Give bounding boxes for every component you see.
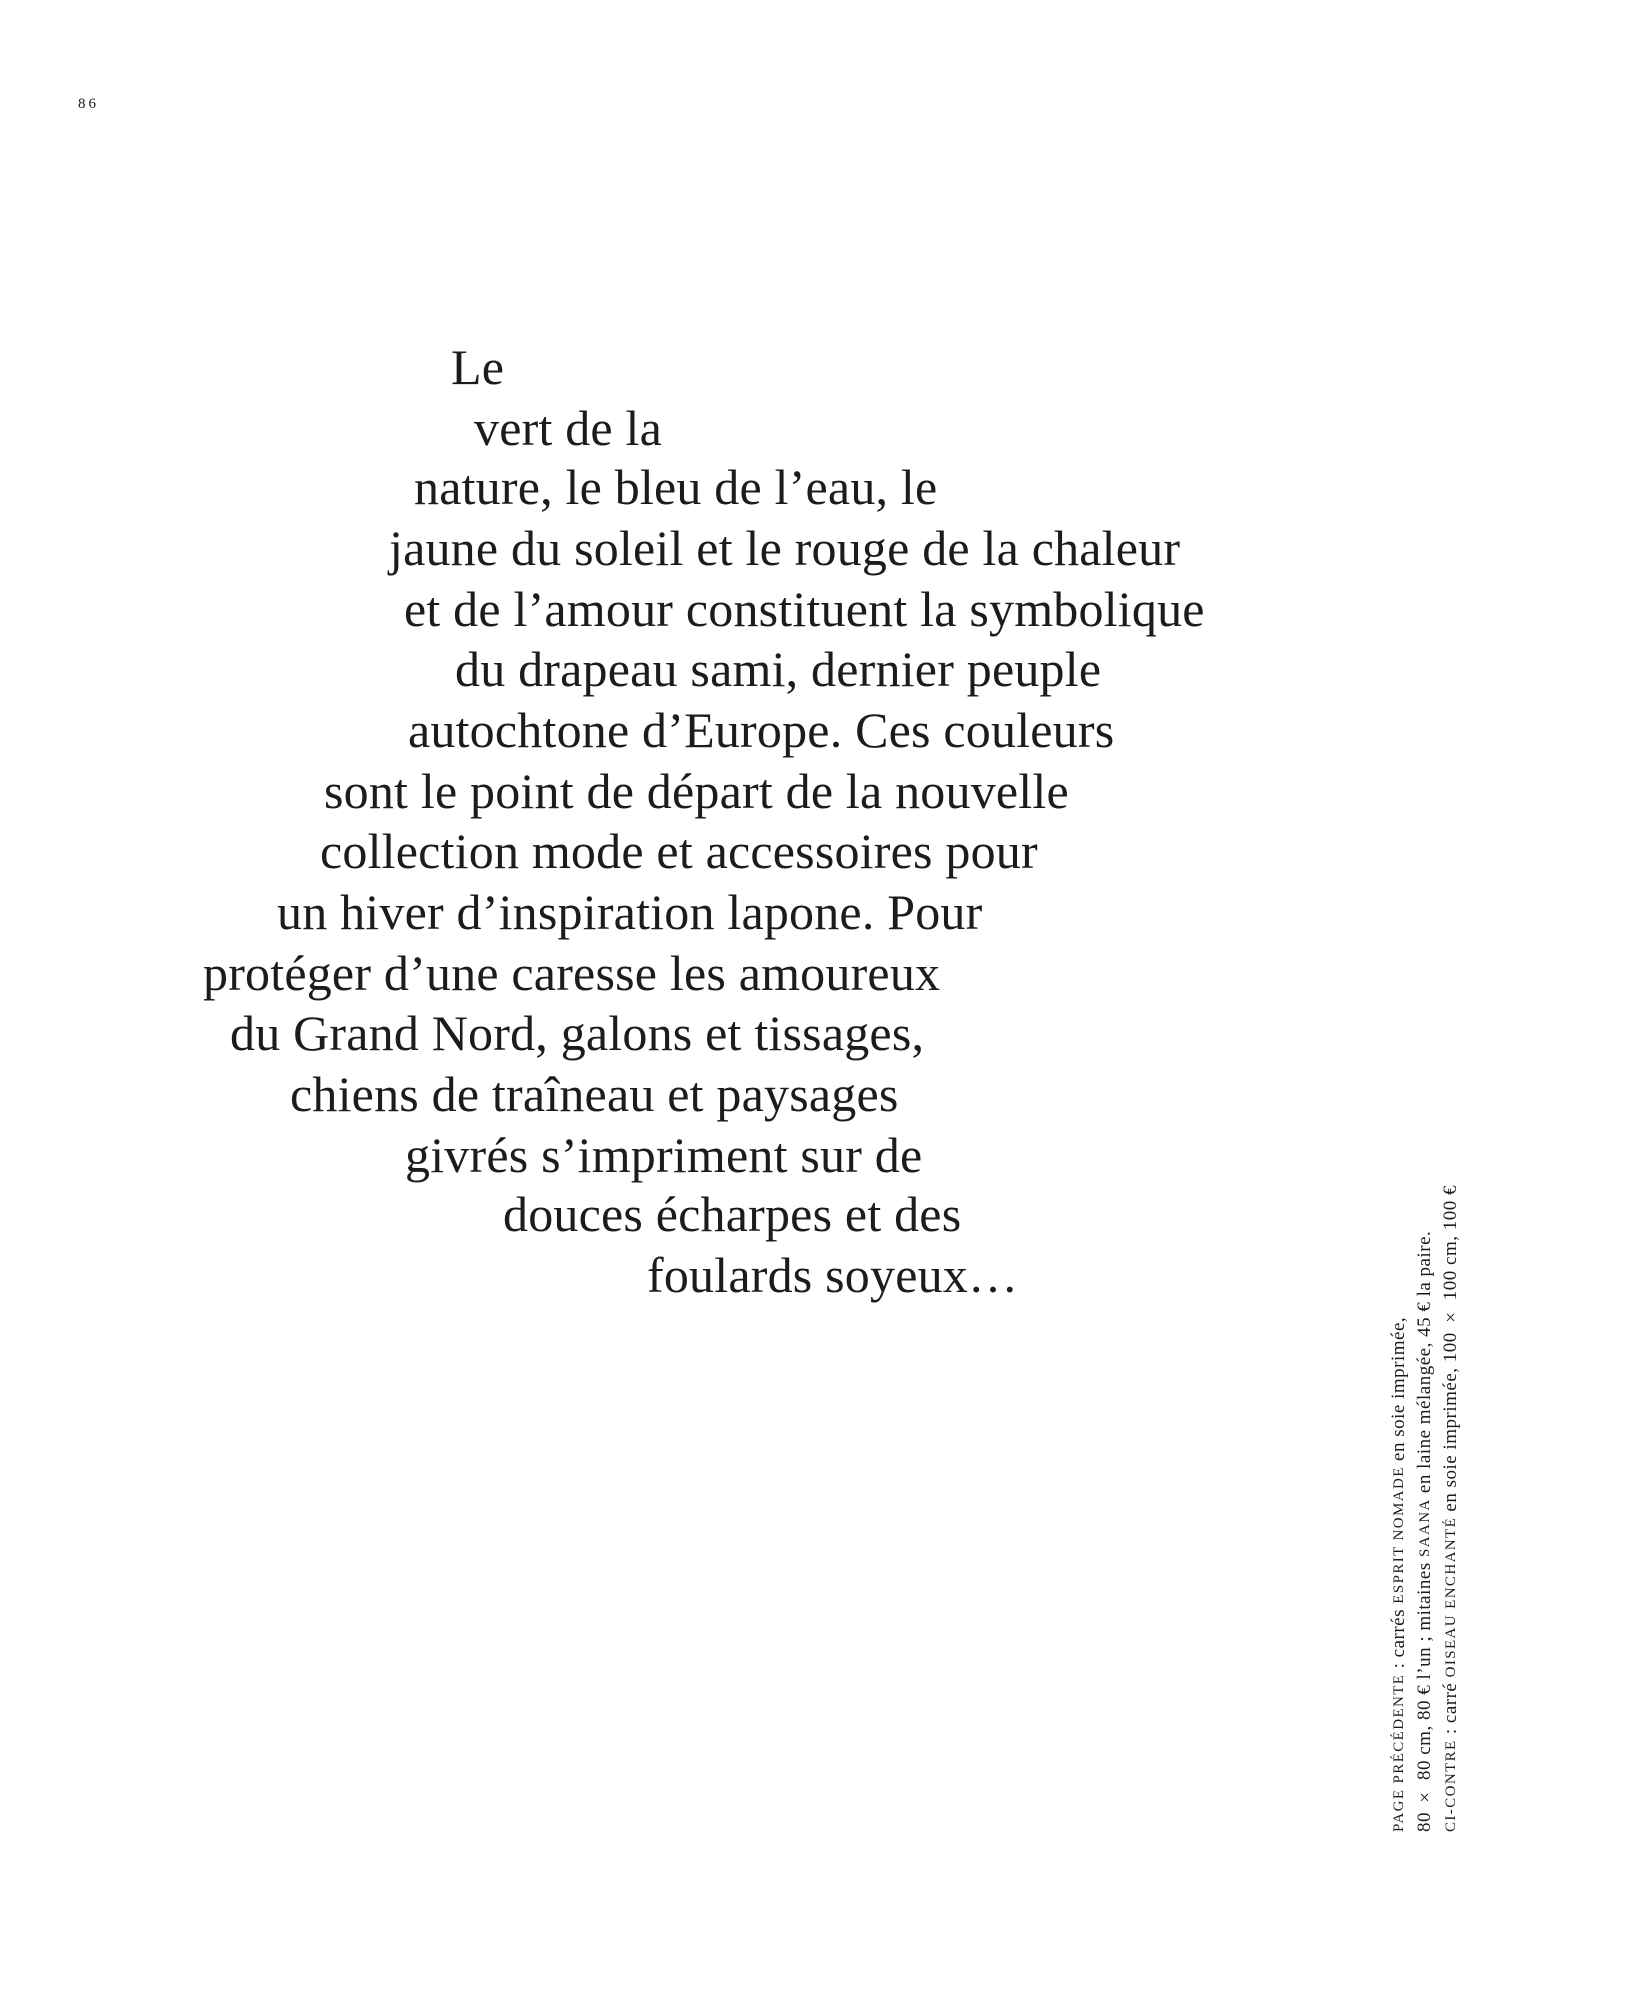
body-line: un hiver d’inspiration lapone. Pour [277,884,983,940]
caption-text: en laine mélangée, 45 € la paire. [1414,1230,1435,1499]
body-line: nature, le bleu de l’eau, le [414,459,938,515]
body-line: douces écharpes et des [503,1186,962,1242]
body-line: givrés s’impriment sur de [405,1127,923,1183]
body-line: et de l’amour constituent la symbolique [404,581,1205,637]
caption-line-previous-page [1386,1066,1412,1832]
body-line: sont le point de départ de la nouvelle [324,763,1069,819]
body-line: du drapeau sami, dernier peuple [455,641,1102,697]
caption-product-name: SAANA [1417,1498,1433,1558]
body-line: Le [451,339,505,395]
caption-product-name: ESPRIT NOMADE [1391,1466,1407,1604]
caption-line-prices [1412,1066,1438,1832]
caption-text: : carrés [1388,1603,1409,1674]
caption-line-opposite [1438,1066,1464,1832]
caption-text: en soie imprimée, 100 × 100 cm, 100 € [1440,1185,1461,1517]
caption-label-opposite: CI-CONTRE [1443,1739,1459,1832]
photo-caption [1386,1066,1464,1832]
body-line: foulards soyeux… [647,1247,1019,1303]
body-line: protéger d’une caresse les amoureux [203,945,941,1001]
body-line: du Grand Nord, galons et tissages, [230,1005,925,1061]
caption-label-previous-page: PAGE PRÉCÉDENTE [1391,1673,1407,1832]
body-line: vert de la [474,400,663,456]
caption-text: : carré [1440,1677,1461,1740]
body-line: chiens de traîneau et paysages [290,1066,899,1122]
body-line: collection mode et accessoires pour [320,823,1038,879]
body-line: jaune du soleil et le rouge de la chaleur [389,520,1181,576]
caption-product-name: OISEAU ENCHANTÉ [1443,1516,1459,1678]
body-line: autochtone d’Europe. Ces couleurs [408,702,1115,758]
caption-text: en soie imprimée, [1388,1316,1409,1467]
page-number: 86 [78,96,99,112]
caption-text: 80 × 80 cm, 80 € l’un ; mitaines [1414,1557,1435,1832]
